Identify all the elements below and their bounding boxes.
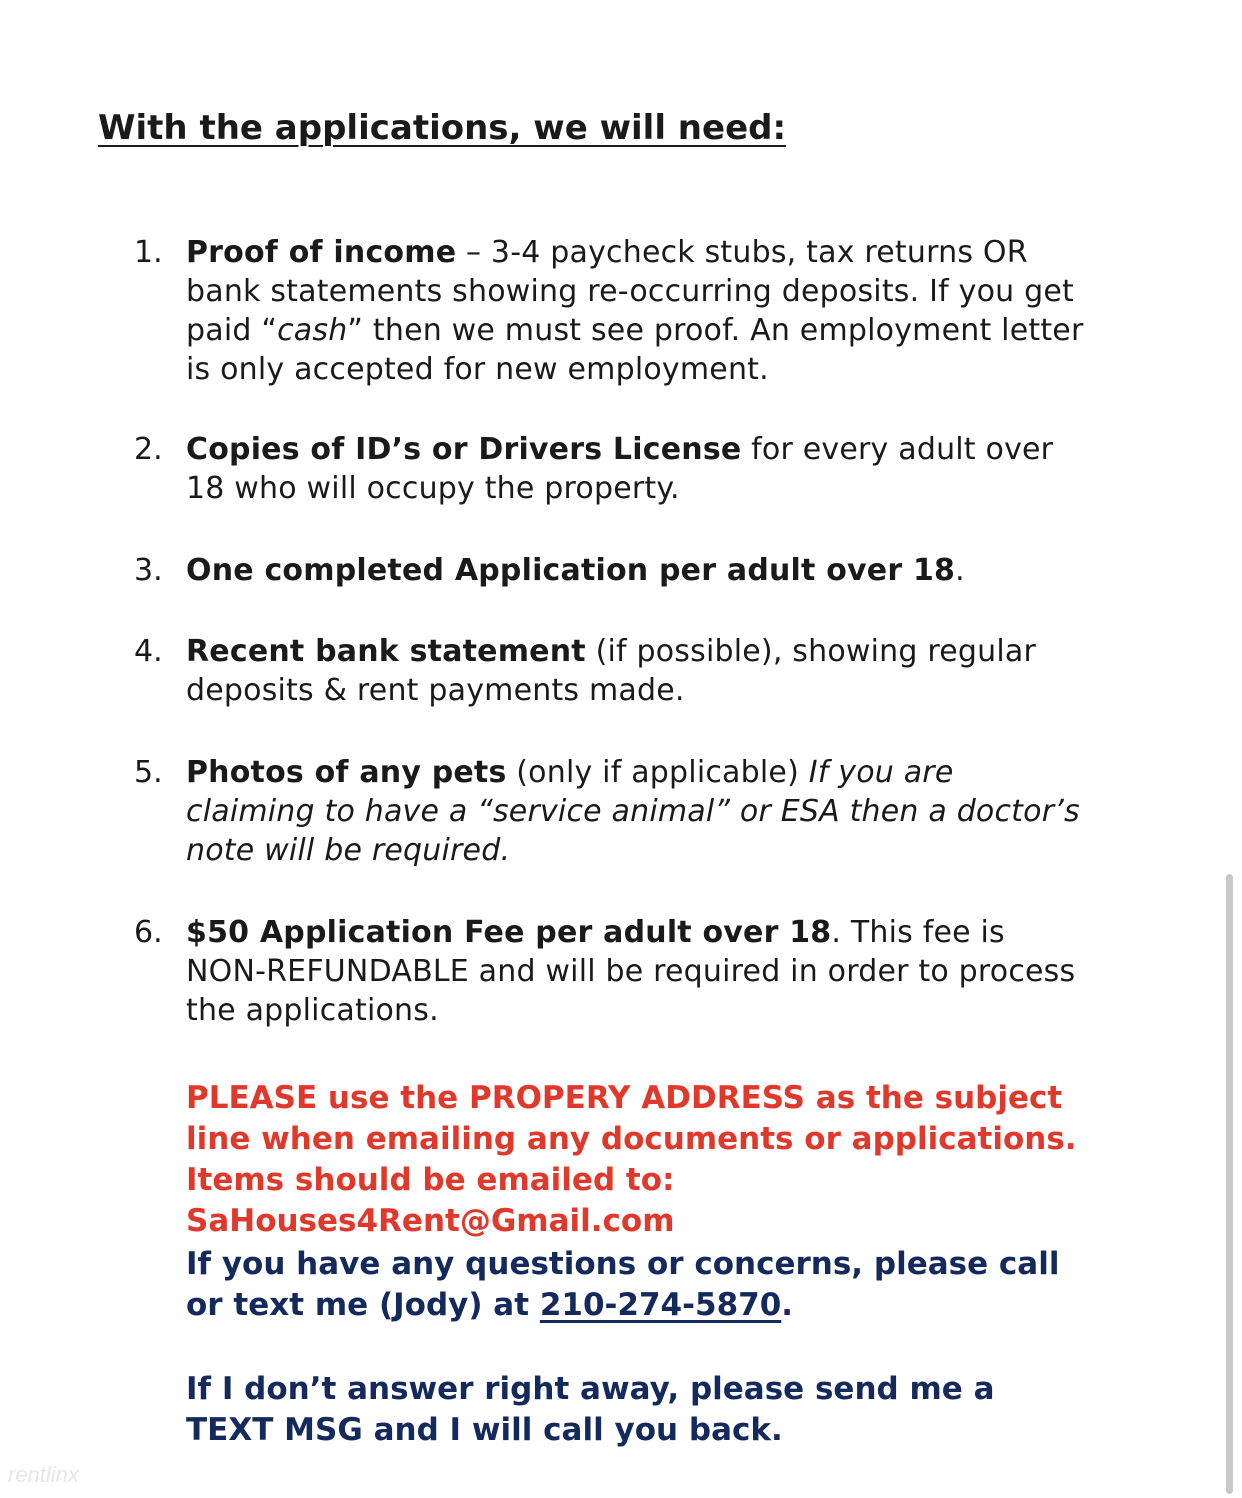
item-title: Copies of ID’s or Drivers License <box>186 432 742 467</box>
watermark-logo: rentlinx <box>8 1462 79 1487</box>
item-text <box>186 233 1091 389</box>
item-text <box>186 430 1091 508</box>
item-detail: (only if applicable) <box>506 755 809 790</box>
item-text <box>186 551 1091 590</box>
item-number: 2. <box>134 432 163 467</box>
item-number: 4. <box>134 634 163 669</box>
item-title: One completed Application per adult over 18 <box>186 553 956 588</box>
item-italic: cash <box>277 313 348 348</box>
scrollbar[interactable] <box>1226 874 1233 1494</box>
item-text <box>186 913 1091 1030</box>
item-detail-2: ” then we must see proof. An employment letter is only accepted for new employment. <box>186 313 1084 387</box>
item-number: 5. <box>134 755 163 790</box>
item-number: 6. <box>134 915 163 950</box>
contact-notice <box>186 1244 1091 1326</box>
item-number: 1. <box>134 235 163 270</box>
item-number: 3. <box>134 553 163 588</box>
contact-suffix: . <box>781 1287 794 1323</box>
text-msg-notice: If I don’t answer right away, please send me a TEXT MSG and I will call you back. <box>186 1371 995 1448</box>
item-detail: – 3-4 paycheck stubs, tax returns OR bank statements showing re-occurring deposits. If you get paid “ <box>186 235 1074 348</box>
email-notice: PLEASE use the PROPERY ADDRESS as the subject line when emailing any documents or applications. Items should be emailed to: SaHouses4Rent@Gmail.com <box>186 1080 1077 1239</box>
item-title: Proof of income <box>186 235 457 270</box>
item-title: $50 Application Fee per adult over 18 <box>186 915 832 950</box>
phone-link[interactable]: 210-274-5870 <box>539 1287 782 1323</box>
item-text <box>186 632 1091 710</box>
item-italic: If you are claiming to have a “service animal” or ESA then a doctor’s note will be required. <box>186 755 1080 868</box>
item-detail: . This fee is NON-REFUNDABLE and will be required in order to process the applications. <box>186 915 1076 1028</box>
item-detail: for every adult over 18 who will occupy the property. <box>186 432 1054 506</box>
contact-text: If you have any questions or concerns, please call or text me (Jody) at <box>186 1246 1060 1323</box>
item-text <box>186 753 1091 870</box>
page-heading: With the applications, we will need: <box>98 108 787 148</box>
item-detail: . <box>955 553 965 588</box>
item-title: Recent bank statement <box>186 634 586 669</box>
item-title: Photos of any pets <box>186 755 507 790</box>
item-detail: (if possible), showing regular deposits & rent payments made. <box>186 634 1037 708</box>
